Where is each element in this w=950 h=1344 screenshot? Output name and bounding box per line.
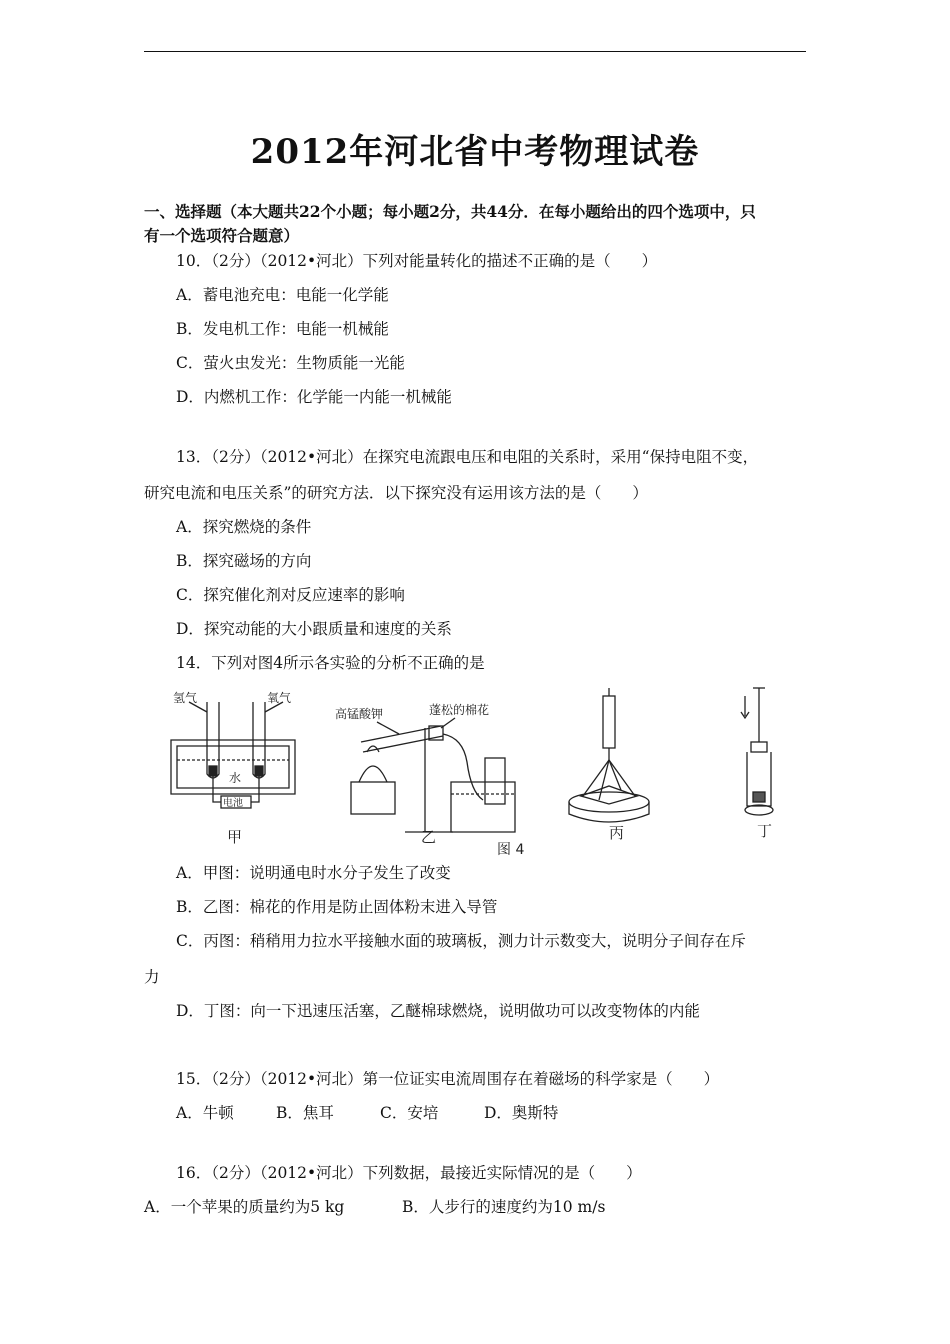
q14-option-d: D．丁图：向一下迅速压活塞，乙醚棉球燃烧，说明做功可以改变物体的内能 [176,1002,700,1020]
piston-cylinder-apparatus [741,688,773,815]
q14-stem: 14．下列对图4所示各实验的分析不正确的是 [176,654,485,672]
fig-label-hydrogen: 氢气 [173,691,198,705]
q13-option-c: C．探究催化剂对反应速率的影响 [176,586,405,604]
q15-option-c: C．安培 [380,1104,439,1122]
q16-option-b: B．人步行的速度约为10 m/s [402,1198,606,1216]
fig-label-oxygen: 氧气 [267,691,292,705]
q14-option-b: B．乙图：棉花的作用是防止固体粉末进入导管 [176,898,498,916]
q14-option-c-line2: 力 [144,968,160,986]
fig-panel-ding: 丁 [757,822,773,840]
q15-stem: 15．（2分）（2012•河北）第一位证实电流周围存在着磁场的科学家是（ ） [176,1070,720,1088]
q14-figure-4 [163,682,803,860]
fig-label-cotton: 蓬松的棉花 [429,703,490,717]
q10-option-c: C．萤火虫发光：生物质能一光能 [176,354,405,372]
q13-stem-line2: 研究电流和电压关系”的研究方法．以下探究没有运用该方法的是（ ） [144,484,648,502]
fig-label-battery: 电池 [223,798,243,809]
q13-option-b: B．探究磁场的方向 [176,552,312,570]
kmno4-heating-apparatus [351,718,515,832]
glass-plate-apparatus [569,688,649,822]
section-heading-line2: 有一个选项符合题意） [144,226,300,245]
q16-stem: 16．（2分）（2012•河北）下列数据，最接近实际情况的是（ ） [176,1164,642,1182]
q10-option-a: A．蓄电池充电：电能一化学能 [176,286,389,304]
fig-label-water: 水 [229,771,242,785]
fig-caption: 图 4 [497,842,525,858]
q10-option-b: B．发电机工作：电能一机械能 [176,320,389,338]
q10-option-d: D．内燃机工作：化学能一内能一机械能 [176,388,452,406]
q13-stem-line1: 13．（2分）（2012•河北）在探究电流跟电压和电阻的关系时，采用“保持电阻不变， [176,448,759,466]
fig-label-kmno4: 高锰酸钾 [335,707,384,721]
q15-option-a: A．牛顿 [176,1104,234,1122]
q13-option-a: A．探究燃烧的条件 [176,518,312,536]
fig-panel-yi: 乙 [421,828,437,846]
q10-stem: 10．（2分）（2012•河北）下列对能量转化的描述不正确的是（ ） [176,252,658,270]
electrolysis-apparatus [171,702,295,808]
page-title: 2012年河北省中考物理试卷 [250,132,700,172]
fig-panel-bing: 丙 [609,824,625,842]
q14-option-a: A．甲图：说明通电时水分子发生了改变 [176,864,451,882]
section-heading-line1: 一、选择题（本大题共22个小题；每小题2分，共44分．在每小题给出的四个选项中，只 [144,202,756,221]
fig-panel-jia: 甲 [227,828,243,846]
q16-option-a: A．一个苹果的质量约为5 kg [144,1198,345,1216]
q15-option-d: D．奥斯特 [484,1104,559,1122]
q14-option-c-line1: C．丙图：稍稍用力拉水平接触水面的玻璃板，测力计示数变大，说明分子间存在斥 [176,932,746,950]
q13-option-d: D．探究动能的大小跟质量和速度的关系 [176,620,452,638]
header-rule [144,51,806,52]
q15-option-b: B．焦耳 [276,1104,334,1122]
